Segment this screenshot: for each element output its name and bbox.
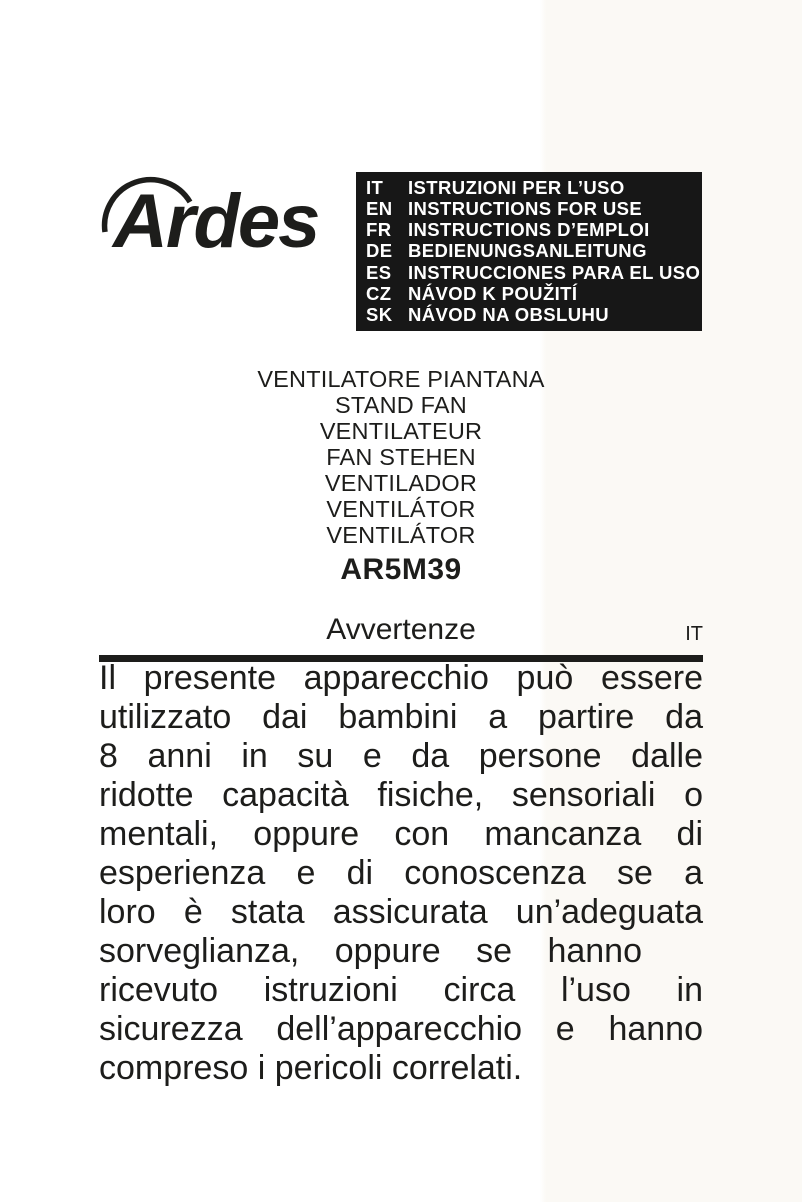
language-code: IT	[366, 177, 384, 198]
language-label: BEDIENUNGSANLEITUNG	[408, 240, 647, 262]
language-code: DE	[366, 240, 393, 262]
product-name: VENTILÁTOR	[326, 522, 476, 548]
language-label: NÁVOD K POUŽITÍ	[408, 282, 578, 304]
warning-line: loro è stata assicurata un’adeguata	[99, 893, 703, 931]
section-header	[99, 611, 703, 649]
warning-line: ricevuto istruzioni circa l’uso in	[99, 971, 703, 1009]
product-name: VENTILATORE PIANTANA	[257, 366, 545, 392]
ardes-logo-graphic	[95, 160, 335, 260]
ardes-logo	[95, 160, 335, 260]
product-name: FAN STEHEN	[326, 444, 476, 470]
language-label: NÁVOD NA OBSLUHU	[408, 303, 609, 325]
language-code: EN	[366, 198, 393, 220]
language-label: INSTRUCTIONS FOR USE	[408, 198, 643, 220]
language-label: INSTRUCCIONES PARA EL USO	[408, 261, 701, 283]
language-code: SK	[366, 303, 393, 325]
language-row	[366, 283, 698, 304]
language-code: CZ	[366, 282, 392, 304]
product-titles	[99, 366, 703, 587]
language-row	[366, 198, 698, 219]
warning-text	[99, 659, 703, 1088]
language-code: FR	[366, 219, 392, 241]
language-box	[356, 172, 702, 331]
logo-wordmark: Ardes	[113, 179, 319, 260]
language-tag: IT	[685, 623, 703, 645]
language-label: INSTRUCTIONS D’EMPLOI	[408, 219, 650, 241]
warning-line: utilizzato dai bambini a partire da	[99, 698, 703, 736]
warning-line: Il presente apparecchio può essere	[99, 659, 703, 697]
language-row	[366, 261, 701, 283]
product-name: VENTILÁTOR	[326, 496, 476, 522]
warning-line: compreso i pericoli correlati.	[99, 1049, 523, 1087]
language-code: ES	[366, 261, 392, 283]
warning-line: esperienza e di conoscenza se a	[99, 854, 703, 892]
language-row	[366, 240, 698, 261]
warning-line: ridotte capacità fisiche, sensoriali o	[99, 776, 703, 814]
section-title: Avvertenze	[326, 613, 476, 646]
product-name: STAND FAN	[335, 392, 467, 418]
product-name: VENTILADOR	[324, 470, 478, 496]
language-row	[366, 177, 698, 198]
warning-line: sicurezza dell’apparecchio e hanno	[99, 1010, 703, 1048]
language-row	[366, 219, 698, 240]
product-name: VENTILATEUR	[319, 418, 483, 444]
warning-line: mentali, oppure con mancanza di	[99, 815, 703, 853]
warning-line: sorveglianza, oppure se hanno	[99, 932, 642, 970]
product-model: AR5M39	[340, 553, 462, 586]
warning-line: 8 anni in su e da persone dalle	[99, 737, 703, 775]
language-row	[366, 304, 698, 325]
language-label: ISTRUZIONI PER L’USO	[408, 177, 625, 198]
